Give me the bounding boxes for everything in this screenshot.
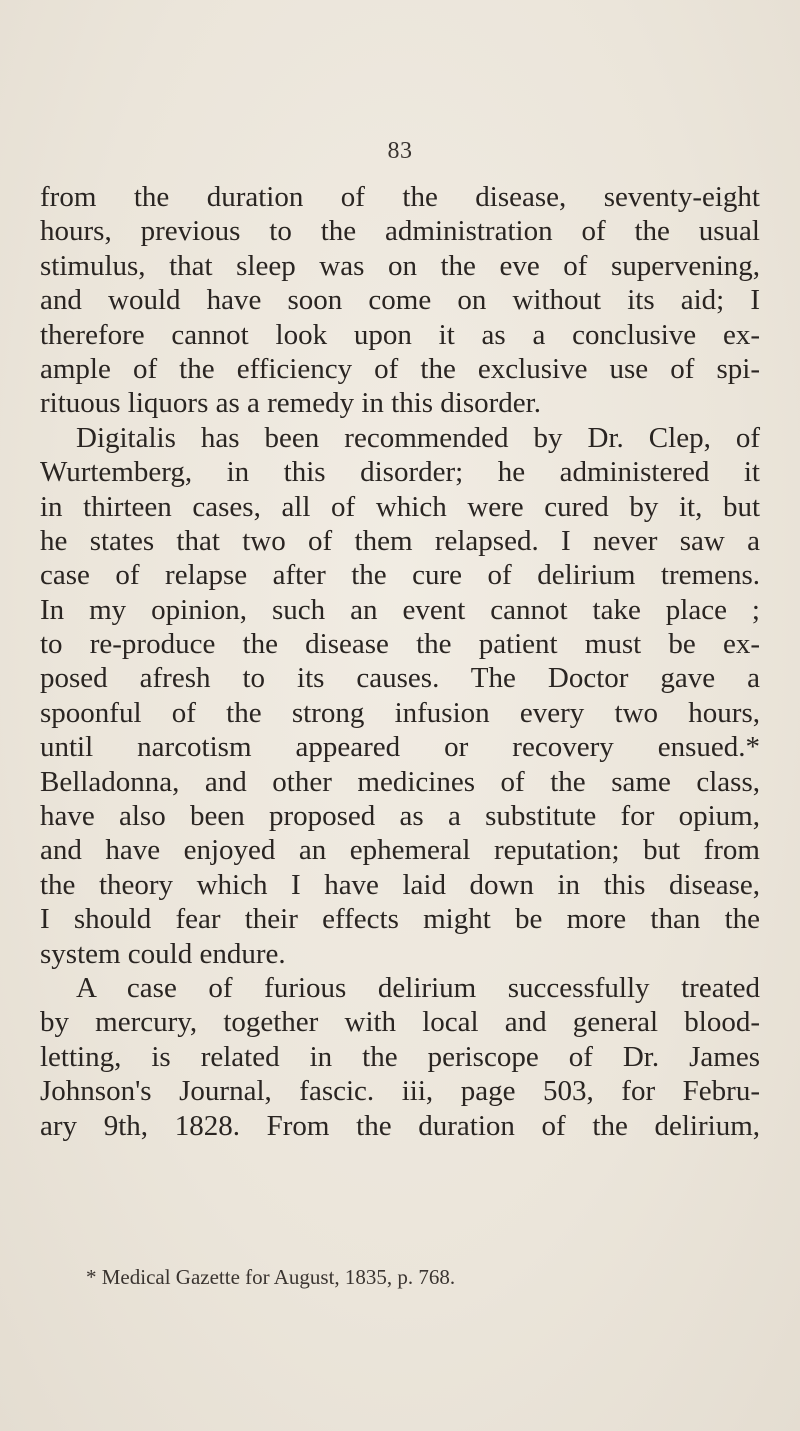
text-line: hours, previous to the administration of the usual (40, 215, 760, 248)
text-line: rituous liquors as a remedy in this disorder. (40, 387, 541, 420)
text-line: he states that two of them relapsed. I never saw a (40, 524, 760, 557)
text-line: by mercury, together with local and general blood- (40, 1006, 760, 1039)
text-line: letting, is related in the periscope of Dr. James (40, 1040, 760, 1073)
text-line: to re-produce the disease the patient must be ex- (40, 628, 760, 661)
text-line: and have enjoyed an ephemeral reputation; but from (40, 834, 760, 867)
text-line: the theory which I have laid down in this disease, (40, 868, 760, 901)
text-line: in thirteen cases, all of which were cured by it, but (40, 490, 760, 523)
text-line: Johnson's Journal, fascic. iii, page 503, for Febru- (40, 1075, 760, 1108)
text-line: and would have soon come on without its aid; I (40, 284, 760, 317)
text-line: have also been proposed as a substitute for opium, (40, 800, 760, 833)
text-line: posed afresh to its causes. The Doctor gave a (40, 662, 760, 695)
text-line: spoonful of the strong infusion every two hours, (40, 696, 760, 729)
text-line: until narcotism appeared or recovery ensued.* (40, 731, 760, 764)
text-line: Digitalis has been recommended by Dr. Clep, of (76, 421, 760, 454)
text-line: system could endure. (40, 937, 286, 970)
text-line: Belladonna, and other medicines of the same class, (40, 765, 760, 798)
text-line: A case of furious delirium successfully treated (76, 971, 760, 1004)
text-line: from the duration of the disease, seventy-eight (40, 181, 760, 213)
text-line: In my opinion, such an event cannot take place ; (40, 593, 760, 626)
page-number: 83 (387, 138, 413, 164)
text-line: I should fear their effects might be more than the (40, 903, 760, 936)
text-line: case of relapse after the cure of delirium tremens. (40, 559, 760, 592)
text-line: stimulus, that sleep was on the eve of supervening, (40, 249, 760, 282)
text-line: therefore cannot look upon it as a conclusive ex- (40, 318, 760, 351)
text-line: Wurtemberg, in this disorder; he administered it (40, 456, 760, 489)
footnote: * Medical Gazette for August, 1835, p. 768. (86, 1265, 456, 1289)
text-line: ary 9th, 1828. From the duration of the delirium, (40, 1109, 760, 1142)
body-text (40, 180, 760, 1143)
text-line: ample of the efficiency of the exclusive use of spi- (40, 352, 760, 385)
